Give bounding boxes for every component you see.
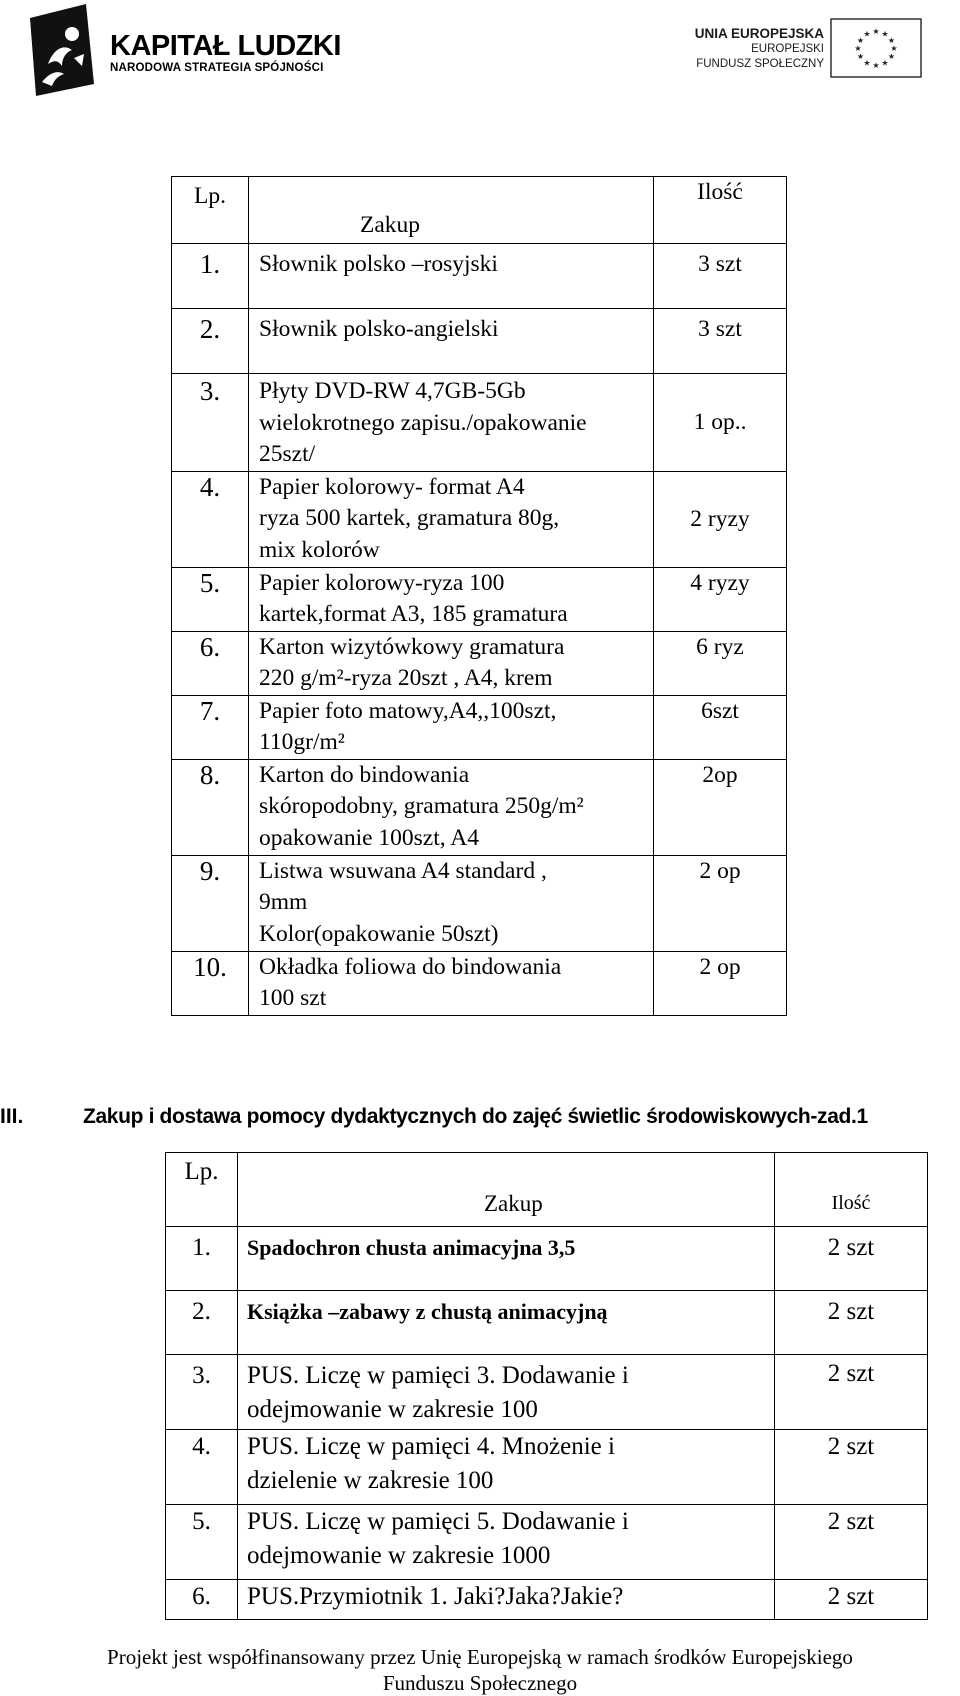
- svg-text:★: ★: [890, 44, 898, 53]
- col-lp-header: Lp.: [194, 183, 226, 209]
- svg-text:★: ★: [887, 36, 896, 45]
- section-title: Zakup i dostawa pomocy dydaktycznych do zajęć świetlic środowiskowych-zad.1: [83, 1105, 868, 1128]
- row-quantity: 2 ryzy: [654, 471, 787, 567]
- item-line: Płyty DVD-RW 4,7GB-5Gb: [259, 378, 526, 404]
- item-line: Książka –zabawy z chustą animacyjną: [247, 1299, 608, 1324]
- item-line: PUS. Liczę w pamięci 4. Mnożenie i: [247, 1433, 615, 1460]
- col-ilosc-header: Ilość: [831, 1192, 871, 1214]
- item-line: Okładka foliowa do bindowania: [259, 953, 562, 980]
- eu-name: UNIA EUROPEJSKA: [694, 26, 824, 41]
- item-line: Spadochron chusta animacyjna 3,5: [247, 1235, 576, 1260]
- item-line: ryza 500 kartek, gramatura 80g,: [259, 505, 560, 531]
- item-line: skóropodobny, gramatura 250g/m²: [259, 793, 584, 819]
- table-row: [172, 567, 787, 631]
- item-line: odejmowanie w zakresie 100: [247, 1396, 538, 1423]
- row-number: 4.: [166, 1430, 238, 1505]
- eu-logotype: [668, 26, 824, 72]
- row-quantity: 3 szt: [654, 244, 787, 309]
- table-row: [166, 1580, 928, 1620]
- row-quantity: 2 op: [654, 855, 787, 951]
- page-footer: [0, 1644, 960, 1696]
- eu-flag-icon: [830, 18, 922, 78]
- table-row: [172, 309, 787, 374]
- item-line: 25szt/: [259, 441, 316, 467]
- item-line: dzielenie w zakresie 100: [247, 1467, 494, 1494]
- row-quantity: 2op: [654, 759, 787, 855]
- table-row: [172, 631, 787, 695]
- purchase-table-2: [165, 1152, 928, 1620]
- row-number: 1.: [172, 244, 249, 309]
- row-number: 9.: [172, 855, 249, 951]
- svg-text:★: ★: [863, 29, 871, 39]
- item-line: mix kolorów: [259, 536, 380, 563]
- item-line: 220 g/m²-ryza 20szt , A4, krem: [259, 665, 553, 691]
- row-quantity: 6 ryz: [654, 631, 787, 695]
- table-row: [166, 1430, 928, 1505]
- item-line: Karton do bindowania: [259, 761, 470, 788]
- item-line: 100 szt: [259, 985, 327, 1011]
- row-quantity: 2 szt: [775, 1580, 928, 1620]
- col-zakup-header: Zakup: [360, 212, 421, 238]
- row-quantity: 2 szt: [775, 1505, 928, 1580]
- row-quantity: 2 szt: [775, 1355, 928, 1430]
- page-header: [0, 0, 960, 110]
- item-line: PUS. Liczę w pamięci 5. Dodawanie i: [247, 1508, 629, 1535]
- eu-fund-line2: FUNDUSZ SPOŁECZNY: [696, 58, 824, 70]
- col-zakup-header: Zakup: [484, 1191, 543, 1216]
- program-name: KAPITAŁ LUDZKI: [110, 30, 341, 62]
- svg-text:★: ★: [856, 52, 865, 61]
- item-line: kartek,format A3, 185 gramatura: [259, 601, 568, 627]
- item-line: Papier foto matowy,A4,,100szt,: [259, 697, 557, 724]
- table-row: [172, 695, 787, 759]
- row-number: 4.: [172, 471, 249, 567]
- table-row: [166, 1355, 928, 1430]
- kapital-ludzki-logotype: [110, 30, 341, 74]
- table-row: [166, 1291, 928, 1355]
- row-number: 7.: [172, 695, 249, 759]
- row-quantity: 3 szt: [654, 309, 787, 374]
- item-line: PUS. Liczę w pamięci 3. Dodawanie i: [247, 1362, 629, 1389]
- svg-text:★: ★: [863, 58, 871, 68]
- row-quantity: 2 op: [654, 951, 787, 1015]
- row-quantity: 4 ryzy: [654, 567, 787, 631]
- col-lp-header: Lp.: [184, 1158, 219, 1185]
- item-line: Listwa wsuwana A4 standard ,: [259, 857, 547, 884]
- item-line: PUS.Przymiotnik 1. Jaki?Jaka?Jakie?: [247, 1583, 624, 1610]
- eu-fund-line1: EUROPEJSKI: [751, 43, 824, 55]
- table-row: [172, 855, 787, 951]
- row-number: 6.: [172, 631, 249, 695]
- row-quantity: 1 op..: [654, 374, 787, 472]
- table-row: [166, 1505, 928, 1580]
- table-row: [172, 471, 787, 567]
- item-line: Papier kolorowy- format A4: [259, 473, 525, 500]
- kapital-ludzki-logo-icon: [28, 4, 96, 96]
- col-ilosc-header: Ilość: [697, 179, 743, 205]
- table-header-row: [166, 1153, 928, 1227]
- row-number: 10.: [172, 951, 249, 1015]
- item-line: Słownik polsko-angielski: [259, 316, 499, 342]
- item-line: Karton wizytówkowy gramatura: [259, 633, 565, 660]
- table-row: [172, 244, 787, 309]
- table-header-row: [172, 177, 787, 244]
- item-line: odejmowanie w zakresie 1000: [247, 1542, 551, 1569]
- row-number: 5.: [172, 567, 249, 631]
- svg-text:★: ★: [854, 44, 862, 53]
- svg-text:★: ★: [872, 27, 880, 36]
- purchase-table-1: [171, 176, 787, 1016]
- svg-text:★: ★: [881, 29, 889, 39]
- item-line: opakowanie 100szt, A4: [259, 824, 479, 851]
- row-number: 6.: [166, 1580, 238, 1620]
- item-line: 110gr/m²: [259, 729, 345, 755]
- item-line: 9mm: [259, 889, 308, 915]
- row-quantity: 2 szt: [775, 1430, 928, 1505]
- row-number: 5.: [166, 1505, 238, 1580]
- svg-text:★: ★: [872, 61, 880, 70]
- row-quantity: 6szt: [654, 695, 787, 759]
- item-line: Kolor(opakowanie 50szt): [259, 920, 499, 947]
- row-number: 2.: [172, 309, 249, 374]
- row-number: 8.: [172, 759, 249, 855]
- table-row: [172, 374, 787, 472]
- item-line: Papier kolorowy-ryza 100: [259, 569, 505, 596]
- table-row: [166, 1227, 928, 1291]
- svg-text:★: ★: [856, 36, 865, 45]
- row-number: 3.: [172, 374, 249, 472]
- row-number: 1.: [166, 1227, 238, 1291]
- footer-line-1: Projekt jest współfinansowany przez Unię Europejską w ramach środków Europejskiego: [107, 1645, 853, 1669]
- row-quantity: 2 szt: [775, 1291, 928, 1355]
- row-number: 3.: [166, 1355, 238, 1430]
- item-line: wielokrotnego zapisu./opakowanie: [259, 409, 587, 436]
- row-quantity: 2 szt: [775, 1227, 928, 1291]
- row-number: 2.: [166, 1291, 238, 1355]
- svg-text:★: ★: [881, 58, 889, 68]
- section-number: III.: [0, 1105, 24, 1128]
- table-row: [172, 951, 787, 1015]
- footer-line-2: Funduszu Społecznego: [382, 1671, 578, 1695]
- svg-text:★: ★: [887, 52, 896, 61]
- item-line: Słownik polsko –rosyjski: [259, 251, 498, 277]
- program-subtitle: NARODOWA STRATEGIA SPÓJNOŚCI: [110, 62, 324, 74]
- table-row: [172, 759, 787, 855]
